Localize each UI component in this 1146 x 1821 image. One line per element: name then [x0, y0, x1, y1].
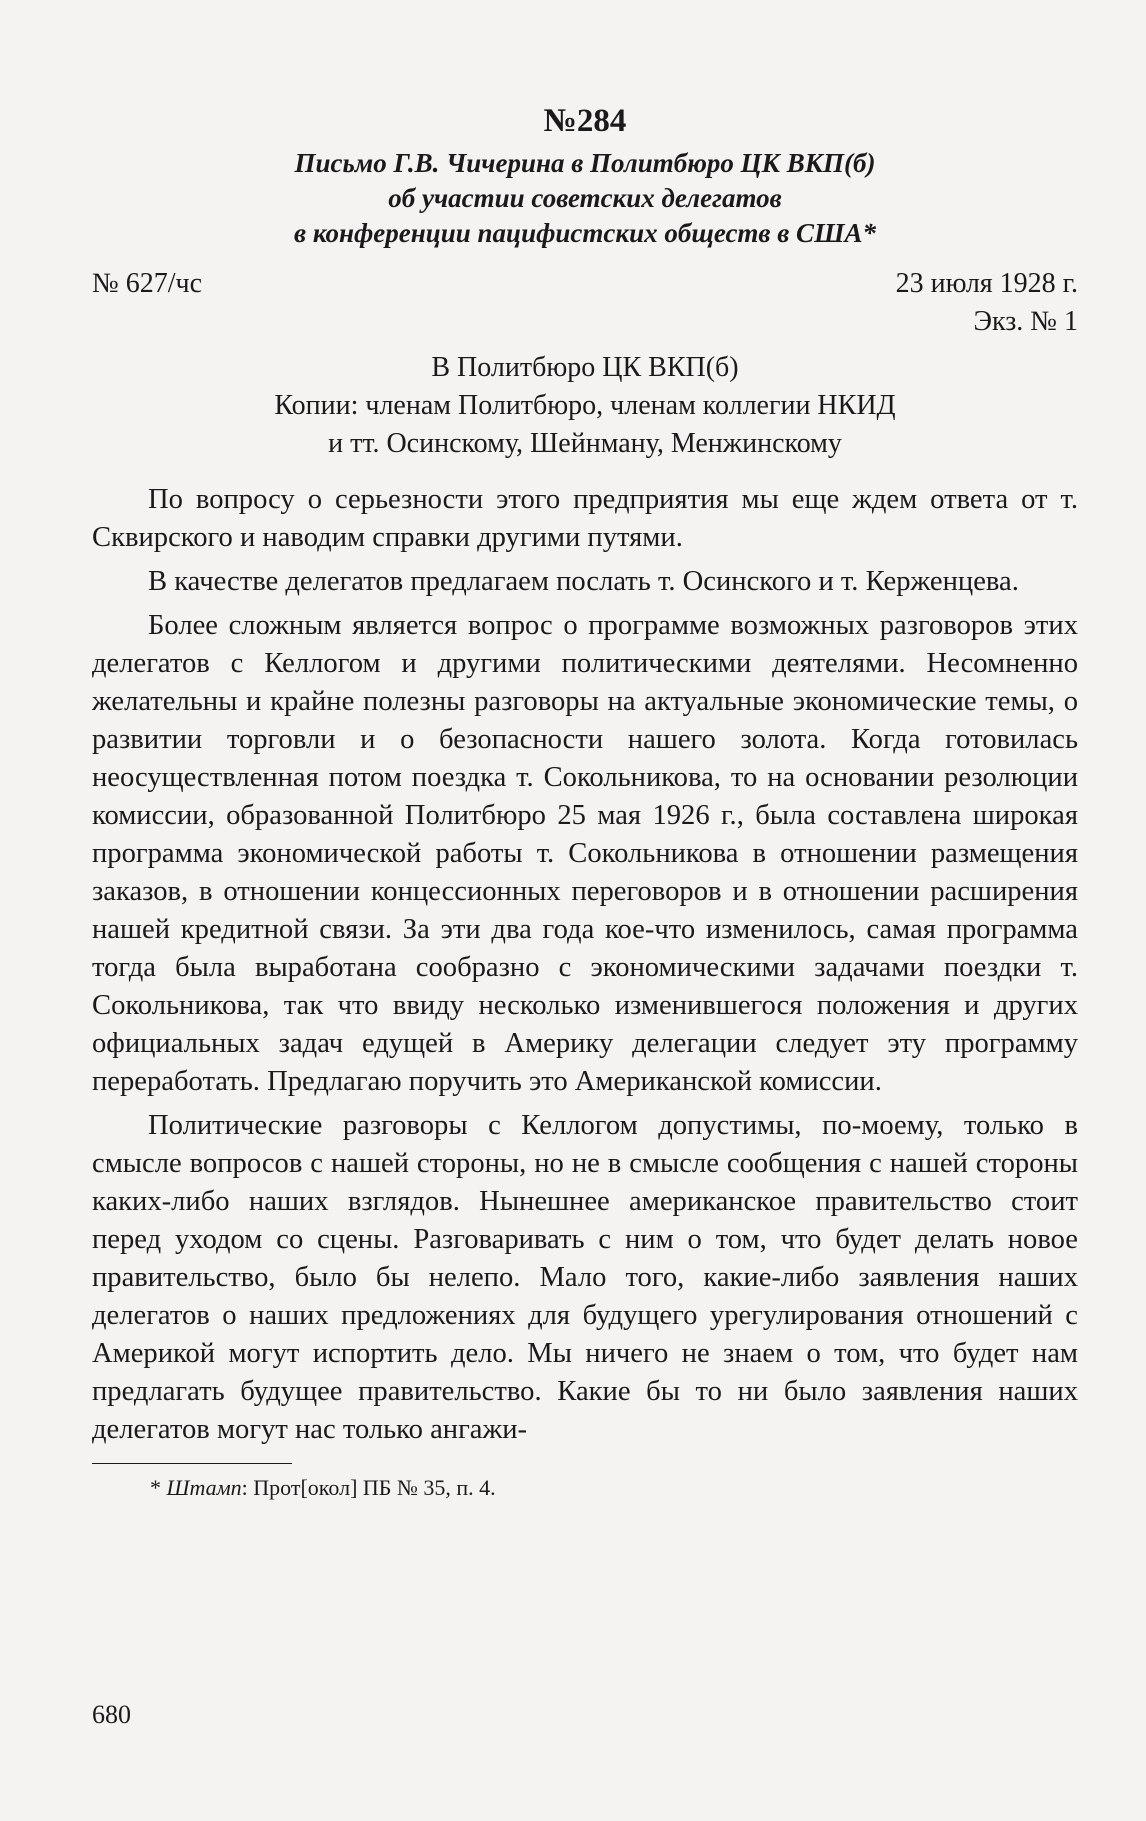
- addressee: В Политбюро ЦК ВКП(б): [431, 352, 739, 383]
- copies-line-2: и тт. Осинскому, Шейнману, Менжинскому: [328, 428, 842, 459]
- letter-body: [92, 481, 1078, 1449]
- document-title: [92, 146, 1078, 251]
- paragraph-3: Более сложным является вопрос о программе возможных разговоров этих делегатов с Келлогом и другими политическими деятелями. Несомненно желательны и крайне полезны разговоры на актуальные экономические темы, о развитии торговли и о безопасности нашего золота. Когда готовилась неосуществленная потом поездка т. Сокольникова, то на основании резолюции комиссии, образованной Политбюро 25 мая 1926 г., была составлена широкая программа экономической работы т. Сокольникова в отношении размещения заказов, в отношении концессионных переговоров и в отношении расширения нашей кредитной связи. За эти два года кое-что изменилось, самая программа тогда была выработана сообразно с экономическими задачами поездки т. Сокольникова, так что ввиду несколько изменившегося положения и других официальных задач едущей в Америку делегации следует эту программу переработать. Предлагаю поручить это Американской комиссии.: [92, 610, 1078, 1097]
- document-number: №284: [543, 103, 627, 139]
- title-line-2: об участии советских делегатов: [388, 183, 782, 213]
- copies-line-1: Копии: членам Политбюро, членам коллегии НКИД: [274, 390, 896, 421]
- title-line-1: Письмо Г.В. Чичерина в Политбюро ЦК ВКП(б): [294, 148, 876, 178]
- document-reference: № 627/чс: [92, 268, 203, 299]
- footnote-marker: *: [150, 1475, 161, 1500]
- paragraph-2: В качестве делегатов предлагаем послать т. Осинского и т. Керженцева.: [148, 566, 1019, 597]
- paragraph-1: По вопросу о серьезности этого предприятия мы еще ждем ответа от т. Сквирского и наводим справки другими путями.: [92, 484, 1078, 553]
- paragraph-4: Политические разговоры с Келлогом допустимы, по-моему, только в смысле вопросов с нашей стороны, но не в смысле сообщения с нашей стороны каких-либо наших взглядов. Нынешнее американское правительство стоит перед уходом со сцены. Разговаривать с ним о том, что будет делать новое правительство, было бы нелепо. Мало того, какие-либо заявления наших делегатов о наших предложениях для будущего урегулирования отношений с Америкой могут испортить дело. Мы ничего не знаем о том, что будет нам предлагать будущее правительство. Какие бы то ни было заявления наших делегатов могут нас только ангажи-: [92, 1110, 1078, 1445]
- footnote-divider: [92, 1463, 292, 1464]
- footnote-text: : Прот[окол] ПБ № 35, п. 4.: [241, 1475, 496, 1500]
- title-line-3: в конференции пацифистских обществ в США*: [294, 218, 876, 248]
- document-page: [92, 100, 1078, 1502]
- reference-date-row: [92, 265, 1078, 303]
- copy-number: Экз. № 1: [973, 306, 1078, 337]
- page-number: 680: [92, 1700, 131, 1729]
- footnote: [92, 1474, 1078, 1502]
- footnote-label: Штамп: [166, 1475, 242, 1500]
- document-date: 23 июля 1928 г.: [895, 268, 1078, 299]
- copies-recipients: [92, 387, 1078, 463]
